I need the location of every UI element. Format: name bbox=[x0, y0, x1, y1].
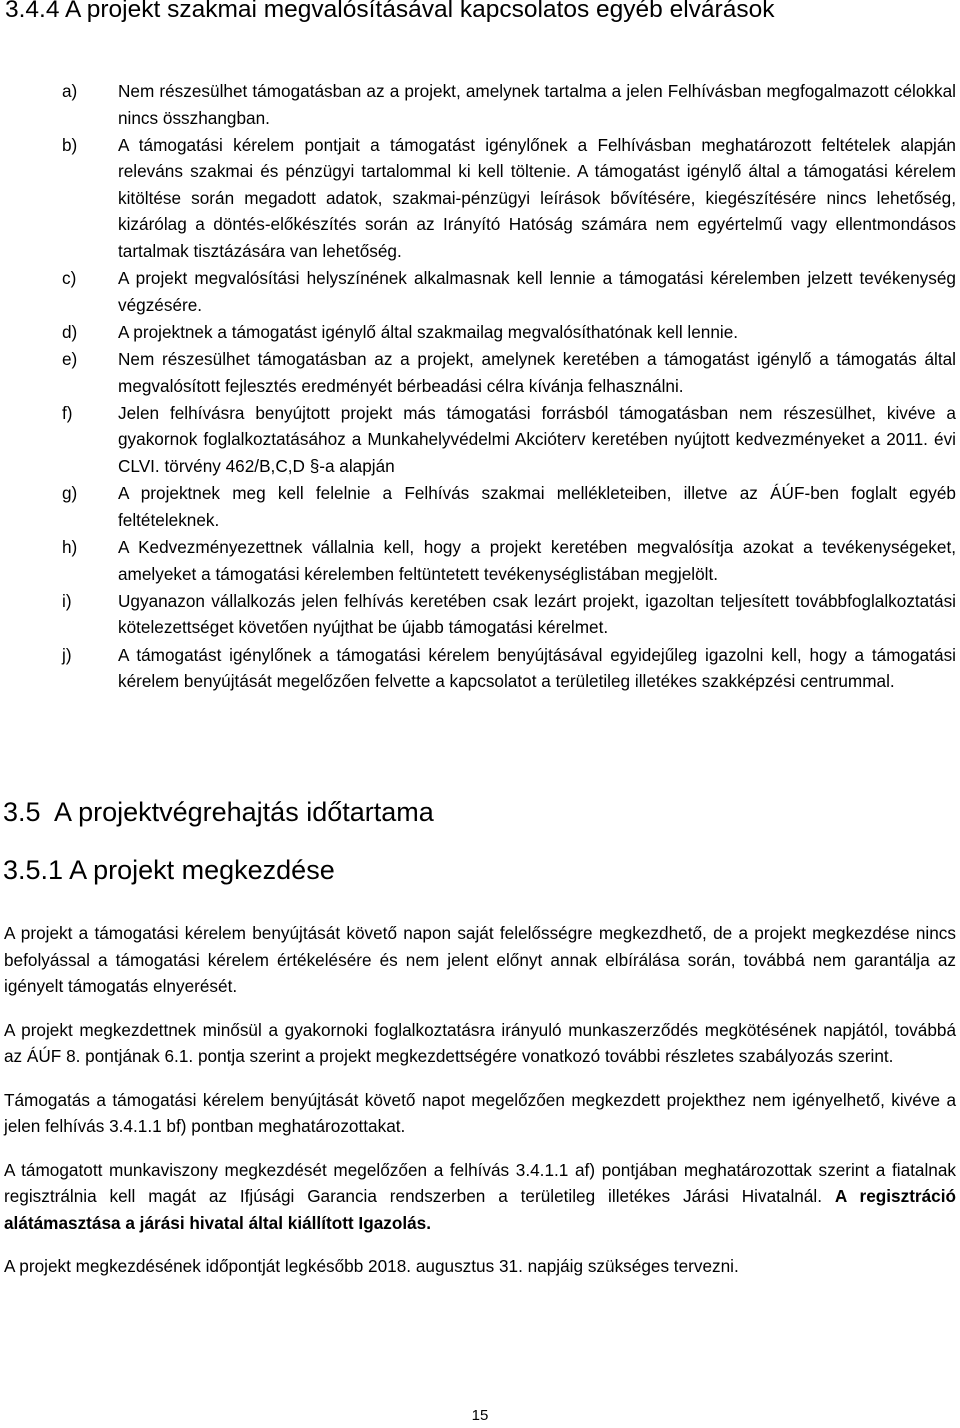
list-item-text: Jelen felhívásra benyújtott projekt más támogatási forrásból támogatásban nem részesülhet, kivéve a gyakornok foglalkoztatásához a Munkahelyvédelmi Akcióterv keretében nyújtott kedvezményeket a 2011. évi CLVI. törvény 462/B,C,D §-a alapján bbox=[118, 402, 956, 476]
body-paragraphs bbox=[4, 920, 956, 1280]
paragraph-deadline: A projekt megkezdésének időpontját legkésőbb 2018. augusztus 31. napjáig szükséges tervezni. bbox=[4, 1256, 739, 1276]
list-marker: b) bbox=[62, 134, 78, 155]
list-marker: c) bbox=[62, 268, 77, 289]
section-heading-3-5: 3.5 A projektvégrehajtás időtartama bbox=[3, 797, 434, 827]
list-marker: i) bbox=[62, 590, 72, 611]
page-number: 15 bbox=[471, 1407, 489, 1424]
list-marker: j) bbox=[62, 644, 72, 665]
paragraph-project-start: A projekt a támogatási kérelem benyújtását követő napon saját felelősségre megkezdhető, de a projekt megkezdése nincs befolyással a támogatási kérelem értékelésére és nem jelent előnyt annak elbírálása során, továbbá nem garantálja az igényelt támogatás elnyerését. bbox=[4, 923, 956, 996]
list-item-text: Nem részesülhet támogatásban az a projekt, amelynek tartalma a jelen Felhívásban megfogalmazott célokkal nincs összhangban. bbox=[118, 81, 956, 128]
list-item bbox=[0, 132, 960, 265]
list-item bbox=[0, 265, 960, 318]
paragraph-registration-bold: A regisztráció alátámasztása a járási hivatal által kiállított Igazolás. bbox=[4, 1186, 956, 1233]
list-item bbox=[0, 319, 960, 346]
list-item-text: A támogatási kérelem pontjait a támogatást igénylőnek a Felhívásban meghatározott feltételek alapján releváns szakmai és pénzügyi tartalommal ki kell töltenie. A támogatást igénylő által a támogatási kérelem kitöltése során megadott adatok, szakmai-pénzügyi leírások bővítésére, kiegészítésére nincs lehetőség, kizárólag a döntés-előkészítés során az Irányító Hatóság számára nem egyértelmű vagy ellentmondásos tartalmak tisztázására van lehetőség. bbox=[118, 134, 956, 261]
list-marker: h) bbox=[62, 537, 78, 558]
list-item-text: A projektnek a támogatást igénylő által szakmailag megvalósíthatónak kell lennie. bbox=[118, 321, 739, 342]
list-item bbox=[0, 588, 960, 641]
list-marker: a) bbox=[62, 81, 78, 101]
list-marker: g) bbox=[62, 483, 78, 504]
section-heading-3-4-4: 3.4.4 A projekt szakmai megvalósításával kapcsolatos egyéb elvárások bbox=[5, 0, 775, 23]
paragraph-registration-text: A támogatott munkaviszony megkezdését megelőzően a felhívás 3.4.1.1 af) pontjában meghatározottak szerint a fiatalnak regisztrálnia kell magát az Ifjúsági Garancia rendszerben a területileg illetékes Járási Hivatalnál. bbox=[4, 1159, 956, 1206]
list-item bbox=[0, 400, 960, 480]
section-heading-3-5-1: 3.5.1 A projekt megkezdése bbox=[3, 855, 335, 885]
list-marker: e) bbox=[62, 349, 78, 370]
list-item-text: Nem részesülhet támogatásban az a projekt, amelynek keretében a támogatást igénylő a támogatás által megvalósított fejlesztés eredményét bérbeadási célra kívánja felhasználni. bbox=[118, 349, 956, 396]
list-item-text: A támogatást igénylőnek a támogatási kérelem benyújtásával egyidejűleg igazolni kell, hogy a támogatási kérelem benyújtását megelőzően felvette a kapcsolatot a területileg illetékes szakképzési centrummal. bbox=[118, 644, 956, 692]
list-marker: f) bbox=[62, 402, 73, 423]
paragraph-project-commenced: A projekt megkezdettnek minősül a gyakornoki foglalkoztatásra irányuló munkaszerződés megkötésének napjától, továbbá az ÁÚF 8. pontjának 6.1. pontja szerint a projekt megkezdettségére vonatkozó további részletes szabályozás szerint. bbox=[4, 1019, 956, 1066]
paragraph-support-eligibility: Támogatás a támogatási kérelem benyújtását követő napot megelőzően megkezdett projekthez nem igényelhető, kivéve a jelen felhívás 3.4.1.1 bf) pontban meghatározottakat. bbox=[4, 1089, 956, 1136]
list-item bbox=[0, 480, 960, 533]
list-item bbox=[0, 346, 960, 399]
list-item bbox=[0, 534, 960, 587]
list-item bbox=[0, 642, 960, 695]
requirements-list bbox=[0, 78, 960, 695]
list-item bbox=[0, 78, 960, 131]
list-item-text: A Kedvezményezettnek vállalnia kell, hogy a projekt keretében megvalósítja azokat a tevékenységeket, amelyeket a támogatási kérelemben feltüntetett tevékenységlistában megjelölt. bbox=[118, 537, 956, 584]
list-item-text: A projektnek meg kell felelnie a Felhívás szakmai mellékleteiben, illetve az ÁÚF-ben foglalt egyéb feltételeknek. bbox=[118, 483, 956, 530]
paragraph-registration bbox=[4, 1157, 956, 1237]
list-item-text: Ugyanazon vállalkozás jelen felhívás keretében csak lezárt projekt, igazoltan teljesített továbbfoglalkoztatási kötelezettséget követően nyújthat be újabb támogatási kérelmet. bbox=[118, 590, 956, 638]
list-item-text: A projekt megvalósítási helyszínének alkalmasnak kell lennie a támogatási kérelemben jelzett tevékenység végzésére. bbox=[118, 268, 956, 315]
list-marker: d) bbox=[62, 321, 78, 342]
